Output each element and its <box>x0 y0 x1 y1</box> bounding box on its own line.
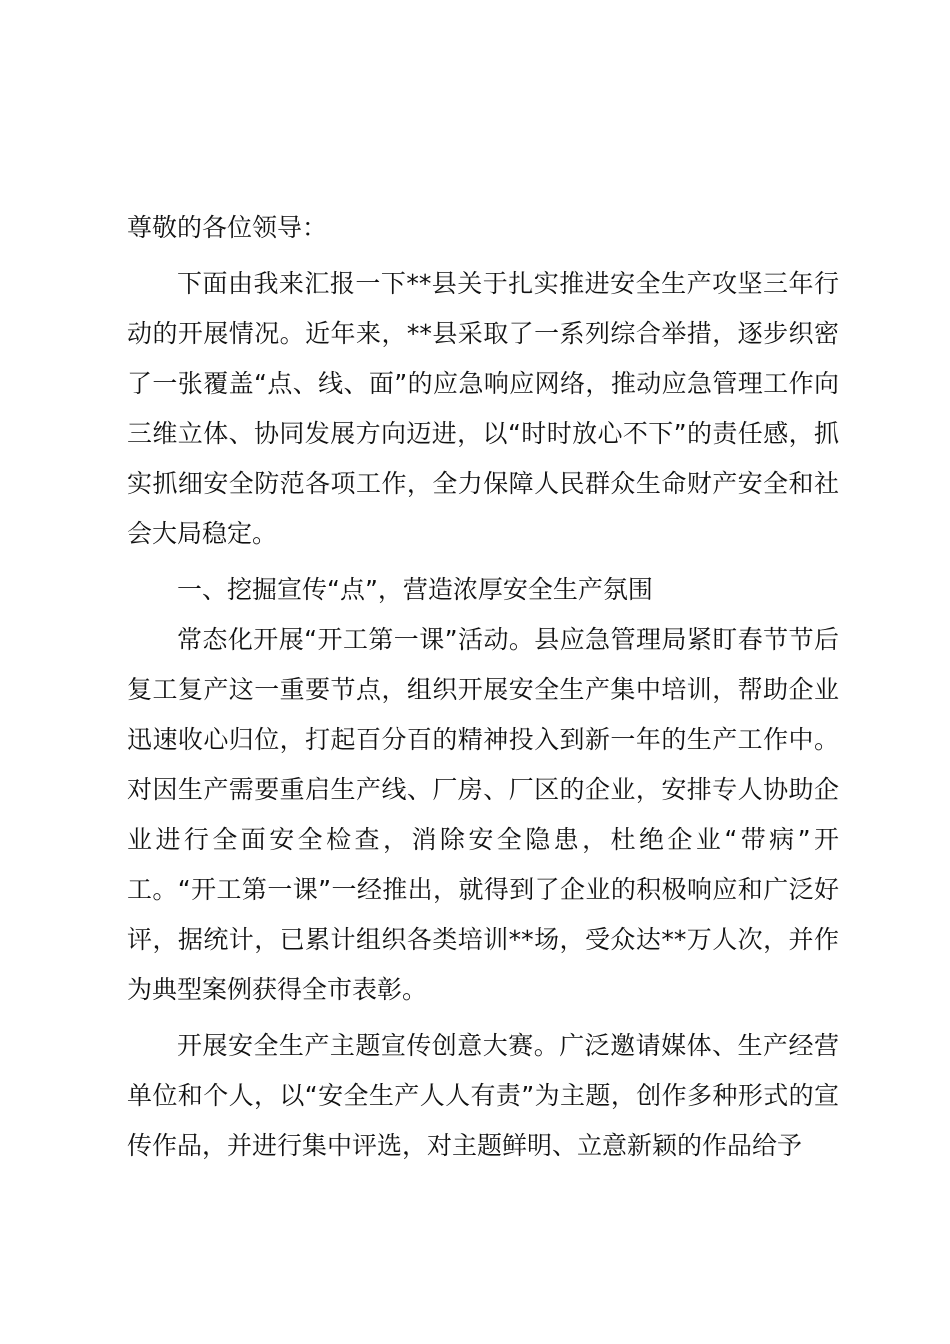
body-paragraph: 开展安全生产主题宣传创意大赛。广泛邀请媒体、生产经营单位和个人，以“安全生产人人有责”为主题，创作多种形式的宣传作品，并进行集中评选，对主题鲜明、立意新颖的作品给予 <box>127 1031 839 1160</box>
document-body <box>127 203 839 1171</box>
body-paragraph: 常态化开展“开工第一课”活动。县应急管理局紧盯春节节后复工复产这一重要节点，组织开展安全生产集中培训，帮助企业迅速收心归位，打起百分百的精神投入到新一年的生产工作中。对因生产需要重启生产线、厂房、厂区的企业，安排专人协助企业进行全面安全检查，消除安全隐患，杜绝企业“带病”开工。“开工第一课”一经推出，就得到了企业的积极响应和广泛好评，据统计，已累计组织各类培训**场，受众达**万人次，并作为典型案例获得全市表彰。 <box>127 625 839 1004</box>
intro-paragraph: 下面由我来汇报一下**县关于扎实推进安全生产攻坚三年行动的开展情况。近年来，**县采取了一系列综合举措，逐步织密了一张覆盖“点、线、面”的应急响应网络，推动应急管理工作向三维立体、协同发展方向迈进，以“时时放心不下”的责任感，抓实抓细安全防范各项工作，全力保障人民群众生命财产安全和社会大局稳定。 <box>127 269 839 548</box>
salutation: 尊敬的各位领导： <box>127 213 328 242</box>
section-heading: 一、挖掘宣传“点”，营造浓厚安全生产氛围 <box>177 575 653 604</box>
